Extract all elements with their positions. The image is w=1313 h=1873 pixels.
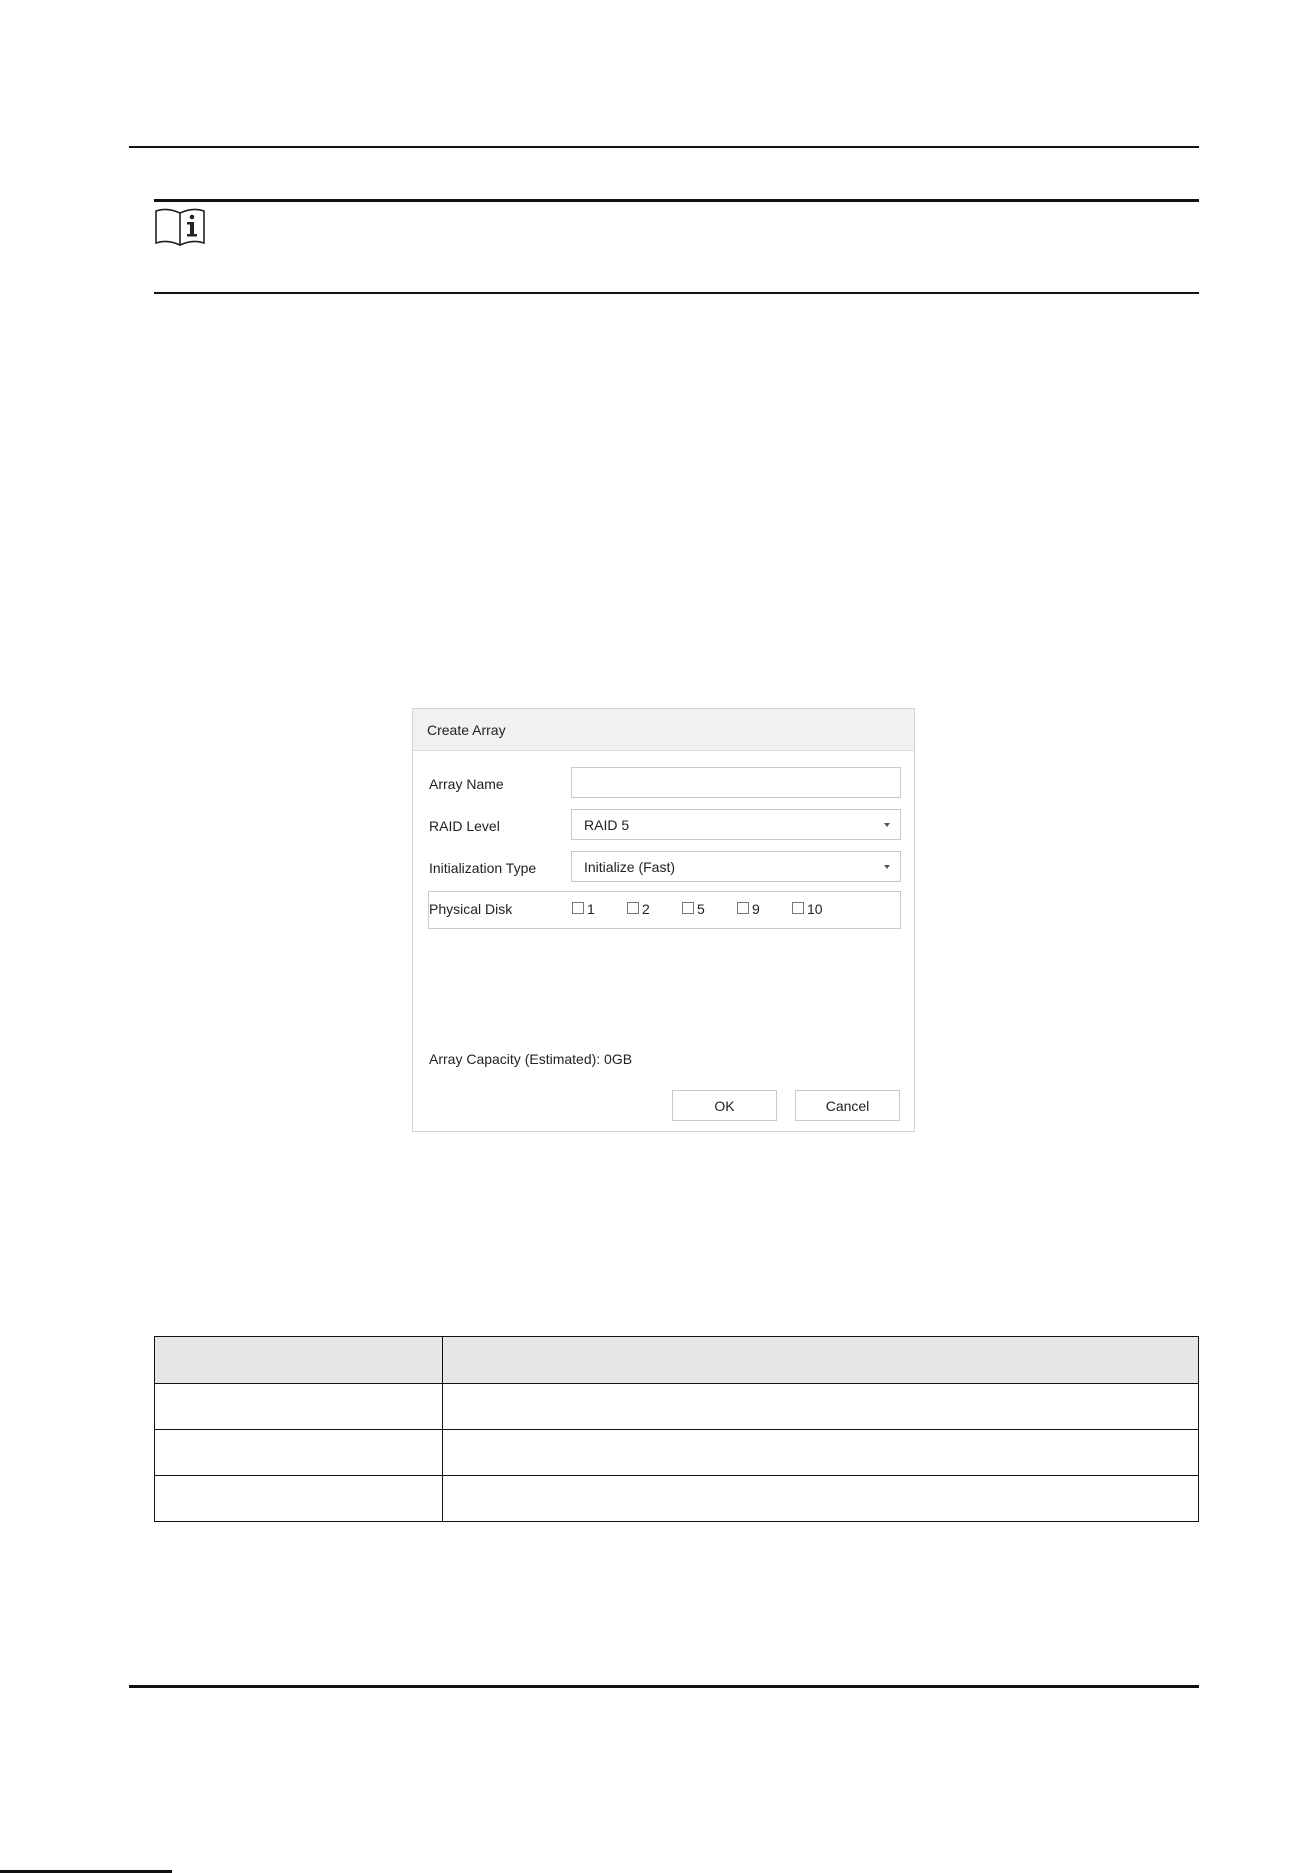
physical-disk-row <box>428 891 901 929</box>
dialog-header <box>413 709 914 751</box>
chevron-down-icon <box>884 865 890 869</box>
physical-disk-label: Physical Disk <box>429 901 513 917</box>
table-row <box>155 1430 1199 1476</box>
raid-level-select[interactable] <box>571 809 901 840</box>
initialization-type-select[interactable] <box>571 851 901 882</box>
table-cell <box>155 1476 443 1522</box>
initialization-type-label: Initialization Type <box>429 860 537 876</box>
table-row <box>155 1476 1199 1522</box>
table-cell <box>443 1384 1199 1430</box>
table-header-cell <box>443 1337 1199 1384</box>
disk-number: 2 <box>642 901 650 917</box>
cancel-button[interactable]: Cancel <box>795 1090 900 1121</box>
table-cell <box>155 1430 443 1476</box>
parameter-table <box>154 1336 1199 1522</box>
chevron-down-icon <box>884 823 890 827</box>
raid-level-value: RAID 5 <box>584 817 630 833</box>
table-cell <box>155 1384 443 1430</box>
initialization-type-value: Initialize (Fast) <box>584 859 676 875</box>
create-array-dialog <box>412 708 915 1132</box>
checkbox-box[interactable] <box>627 902 639 914</box>
table-header-cell <box>155 1337 443 1384</box>
disk-number: 5 <box>697 901 705 917</box>
array-capacity-text: Array Capacity (Estimated): 0GB <box>429 1051 633 1067</box>
disk-number: 9 <box>752 901 760 917</box>
note-top-rule <box>154 199 1199 202</box>
checkbox-box[interactable] <box>737 902 749 914</box>
raid-level-label: RAID Level <box>429 818 500 834</box>
disk-number: 1 <box>587 901 595 917</box>
note-bottom-rule <box>154 292 1199 294</box>
array-name-input[interactable] <box>571 767 901 798</box>
checkbox-box[interactable] <box>792 902 804 914</box>
header-rule <box>129 146 1199 148</box>
note-book-icon <box>154 207 206 247</box>
disk-number: 10 <box>807 901 823 917</box>
footer-rule <box>129 1685 1199 1688</box>
checkbox-box[interactable] <box>682 902 694 914</box>
table-cell <box>443 1476 1199 1522</box>
table-row <box>155 1384 1199 1430</box>
table-header-row <box>155 1337 1199 1384</box>
checkbox-box[interactable] <box>572 902 584 914</box>
ok-button[interactable]: OK <box>672 1090 777 1121</box>
dialog-title: Create Array <box>427 722 506 738</box>
array-name-label: Array Name <box>429 776 504 792</box>
table-cell <box>443 1430 1199 1476</box>
